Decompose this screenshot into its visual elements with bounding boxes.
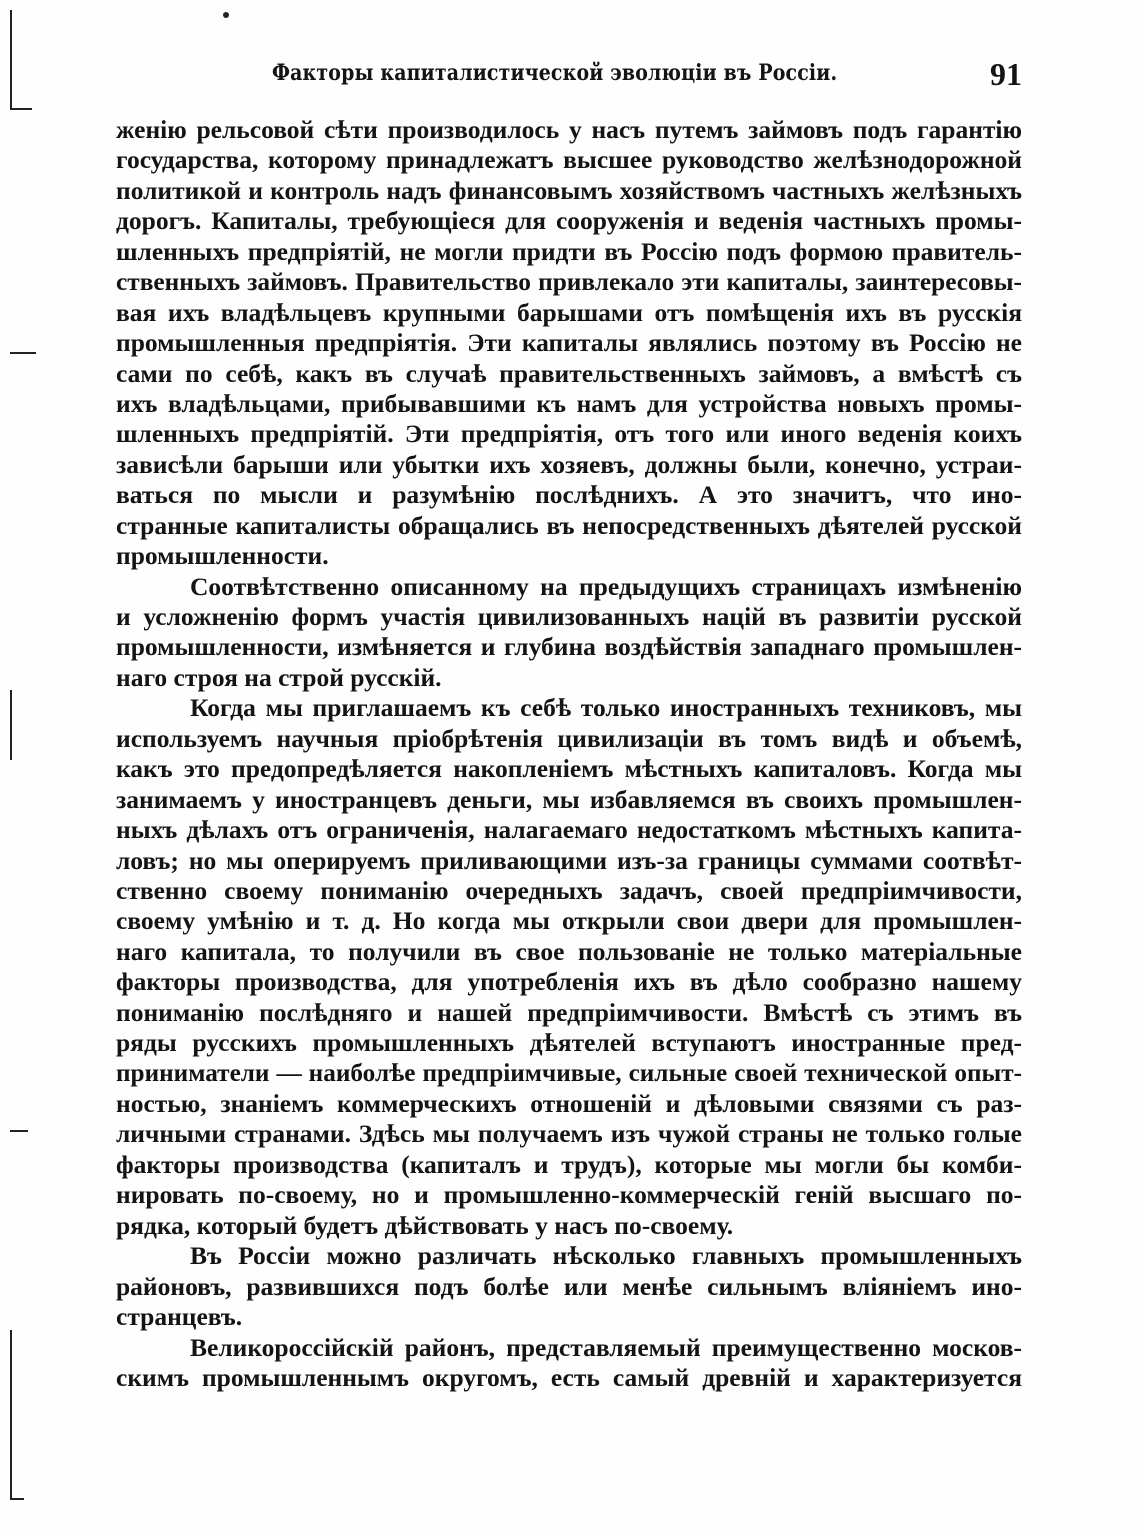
text-line: приниматели — наиболѣе предпріимчивые, сильные своей технической опыт- <box>116 1059 1022 1087</box>
margin-tick-1 <box>10 108 32 110</box>
text-line: ностью, знаніемъ коммерческихъ отношеній и дѣловыми связями съ раз- <box>116 1089 1022 1118</box>
text-line: ныхъ дѣлахъ отъ ограниченія, налагаемаго недостаткомъ мѣстныхъ капита- <box>116 815 1022 845</box>
text-line: наго строя на строй русскій. <box>116 662 442 692</box>
text-line: используемъ научныя пріобрѣтенія цивилизаціи въ томъ видѣ и объемѣ, <box>116 723 1022 753</box>
text-line: зависѣли барыши или убытки ихъ хозяевъ, должны были, конечно, устраи- <box>116 449 1022 479</box>
text-line: странные капиталисты обращались въ непосредственныхъ дѣятелей русской <box>116 510 1022 540</box>
text-line: Когда мы приглашаемъ къ себѣ только иностранныхъ техниковъ, мы <box>190 693 1022 723</box>
text-line: вая ихъ владѣльцевъ крупными барышами отъ помѣщенія ихъ въ русскія <box>116 297 1022 327</box>
text-line: ихъ владѣльцами, прибывавшими къ намъ для устройства новыхъ промы- <box>116 388 1022 418</box>
text-line: и усложненію формъ участія цивилизованныхъ націй въ развитіи русской <box>116 602 1022 631</box>
text-line: странцевъ. <box>116 1302 243 1332</box>
text-line: Въ Россіи можно различать нѣсколько главныхъ промышленныхъ <box>190 1241 1022 1271</box>
text-line: Великороссійскій районъ, представляемый преимущественно москов- <box>190 1332 1022 1362</box>
running-header <box>272 56 1022 96</box>
text-line: сами по себѣ, какъ въ случаѣ правительственныхъ займовъ, а вмѣстѣ съ <box>116 358 1022 388</box>
body-text <box>116 115 1022 1393</box>
text-line: дорогъ. Капиталы, требующіеся для сооруженія и веденія частныхъ промы- <box>116 206 1022 236</box>
margin-tick-4 <box>10 1498 24 1500</box>
page-number: 91 <box>990 56 1022 92</box>
text-line: факторы производства, для употребленія ихъ въ дѣло сообразно нашему <box>116 967 1022 997</box>
text-line: нировать по-своему, но и промышленно-коммерческій геній высшаго по- <box>116 1180 1022 1210</box>
margin-rule-top <box>10 10 12 110</box>
text-line: ственно своему пониманію очередныхъ задачъ, своей предпріимчивости, <box>116 875 1022 905</box>
text-line: факторы производства (капиталъ и трудъ), которые мы могли бы комби- <box>116 1149 1022 1179</box>
text-line: политикой и контроль надъ финансовымъ хозяйствомъ частныхъ желѣзныхъ <box>116 175 1022 205</box>
margin-tick-3 <box>10 1130 28 1132</box>
header-title: Факторы капиталистической эволюціи въ Россіи. <box>272 60 838 86</box>
text-line: занимаемъ у иностранцевъ деньги, мы избавляемся въ своихъ промышлен- <box>116 784 1022 814</box>
text-line: промышленности, измѣняется и глубина воздѣйствія западнаго промышлен- <box>116 632 1022 662</box>
text-line: наго капитала, то получили въ свое пользованіе не только матеріальные <box>116 936 1022 966</box>
text-line: скимъ промышленнымъ округомъ, есть самый древній и характеризуется <box>116 1362 1022 1392</box>
text-line: государства, которому принадлежатъ высшее руководство желѣзнодорожной <box>116 145 1022 175</box>
text-line: промышленности. <box>116 541 329 571</box>
text-line: ловъ; но мы оперируемъ приливающими изъ-за границы суммами соотвѣт- <box>116 845 1022 875</box>
text-line: шленныхъ предпріятій. Эти предпріятія, отъ того или иного веденія коихъ <box>116 419 1022 449</box>
margin-tick-2 <box>10 352 36 354</box>
text-line: рядка, который будетъ дѣйствовать у насъ по-своему. <box>116 1210 734 1240</box>
margin-rule-mid <box>10 690 12 760</box>
text-line: ственныхъ займовъ. Правительство привлекало эти капиталы, заинтересовы- <box>116 268 1022 297</box>
text-line: шленныхъ предпріятій, не могли придти въ Россію подъ формою правитель- <box>116 236 1022 266</box>
text-line: своему умѣнію и т. д. Но когда мы открыли свои двери для промышлен- <box>116 906 1022 936</box>
text-line: промышленныя предпріятія. Эти капиталы являлись поэтому въ Россію не <box>116 328 1022 358</box>
text-line: ряды русскихъ промышленныхъ дѣятелей вступаютъ иностранные пред- <box>116 1028 1022 1058</box>
text-line: пониманію послѣдняго и нашей предпріимчивости. Вмѣстѣ съ этимъ въ <box>116 997 1022 1027</box>
ink-dot <box>223 12 229 18</box>
text-line: районовъ, развившихся подъ болѣе или менѣе сильнымъ вліяніемъ ино- <box>116 1271 1022 1301</box>
margin-rule-bottom <box>10 1330 12 1500</box>
text-line: личными странами. Здѣсь мы получаемъ изъ чужой страны не только голые <box>116 1119 1022 1149</box>
text-line: Соотвѣтственно описанному на предыдущихъ страницахъ измѣненію <box>190 571 1022 601</box>
text-line: какъ это предопредѣляется накопленіемъ мѣстныхъ капиталовъ. Когда мы <box>116 754 1022 784</box>
text-line: ваться по мысли и разумѣнію послѣднихъ. А это значитъ, что ино- <box>116 480 1022 510</box>
text-line: женію рельсовой сѣти производилось у насъ путемъ займовъ подъ гарантію <box>116 115 1022 144</box>
